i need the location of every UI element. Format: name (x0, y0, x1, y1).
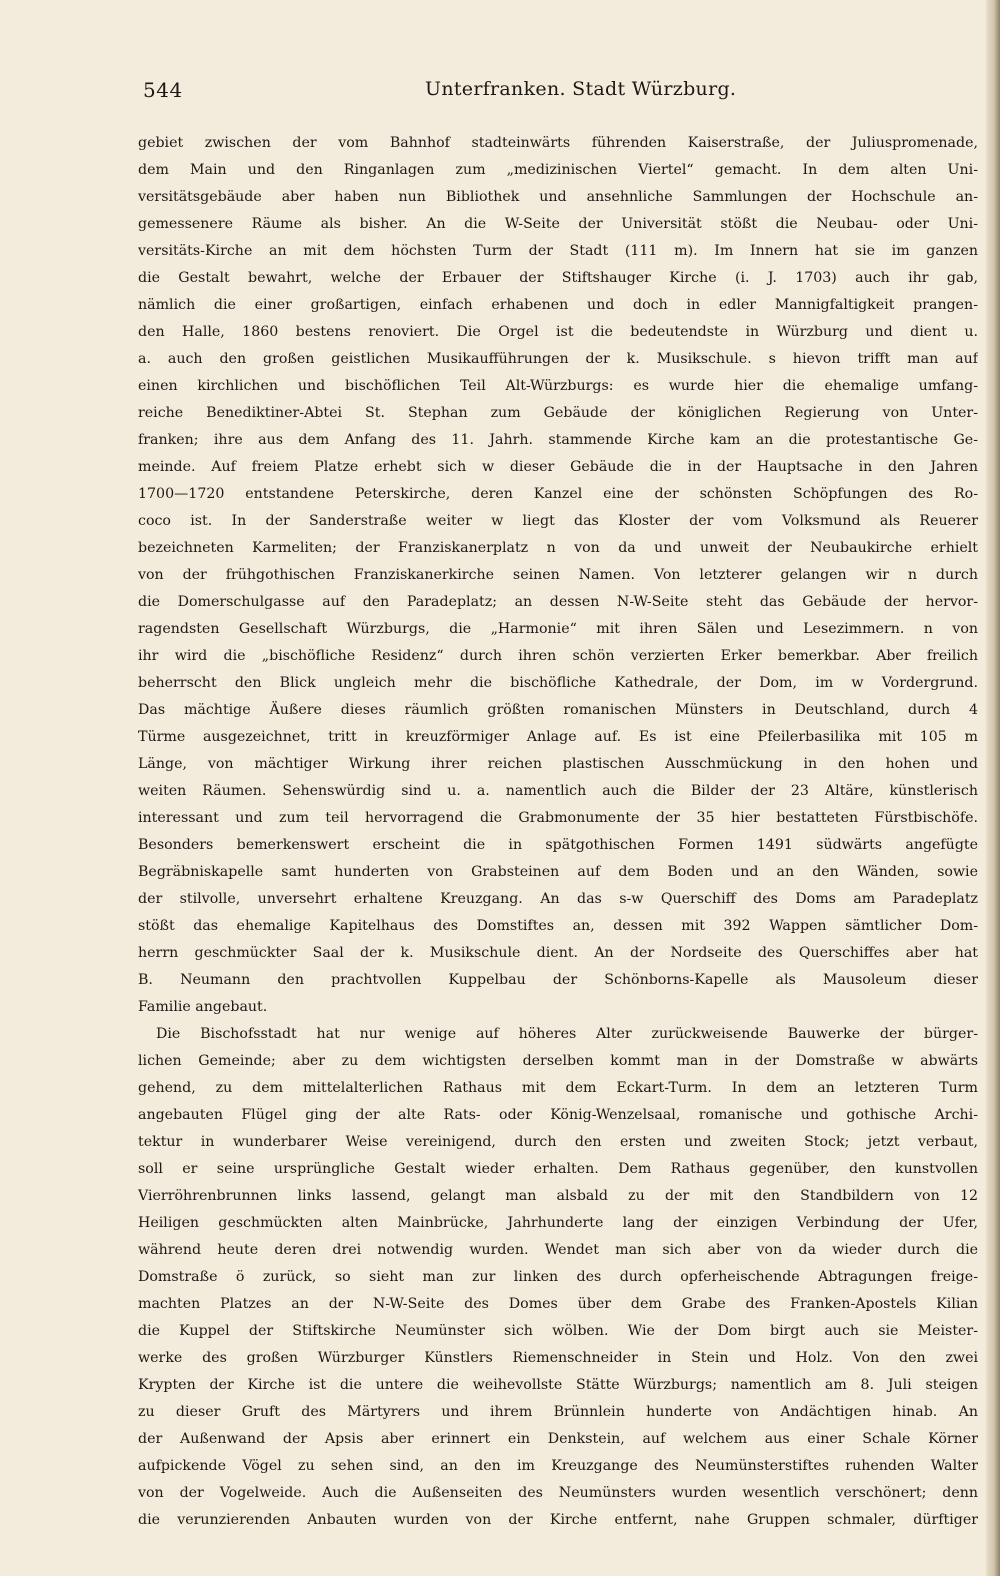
text-line: gebiet zwischen der vom Bahnhof stadteinwärts führenden Kaiserstraße, der Juliuspromenade, (138, 135, 978, 151)
text-line: 1700—1720 entstandene Peterskirche, deren Kanzel eine der schönsten Schöpfungen des Ro- (138, 486, 978, 502)
text-line: Die Bischofsstadt hat nur wenige auf höheres Alter zurückweisende Bauwerke der bürger- (156, 1026, 978, 1042)
text-line: die verunzierenden Anbauten wurden von der Kirche entfernt, nahe Gruppen schmaler, dürftiger (138, 1512, 978, 1528)
text-line: Besonders bemerkenswert erscheint die in spätgothischen Formen 1491 südwärts angefügte (138, 837, 978, 853)
text-line: B. Neumann den prachtvollen Kuppelbau der Schönborns-Kapelle als Mausoleum dieser (138, 972, 978, 988)
text-line: nämlich die einer großartigen, einfach erhabenen und doch in edler Mannigfaltigkeit prangen- (138, 297, 978, 313)
text-line: der Außenwand der Apsis aber erinnert ein Denkstein, auf welchem aus einer Schale Körner (138, 1431, 978, 1447)
text-line: während heute deren drei notwendig wurden. Wendet man sich aber von da wieder durch die (138, 1242, 978, 1258)
running-title: Unterfranken. Stadt Würzburg. (425, 78, 737, 100)
text-line: angebauten Flügel ging der alte Rats- oder König-Wenzelsaal, romanische und gothische Archi- (138, 1107, 978, 1123)
text-line: interessant und zum teil hervorragend die Grabmonumente der 35 hier bestatteten Fürstbischöfe. (138, 810, 978, 826)
text-line (138, 1534, 978, 1561)
text-line: tektur in wunderbarer Weise vereinigend, durch den ersten und zweiten Stock; jetzt verbaut, (138, 1134, 978, 1150)
text-line: von der Vogelweide. Auch die Außenseiten des Neumünsters wurden wesentlich verschönert; denn (138, 1485, 978, 1501)
text-line: einen kirchlichen und bischöflichen Teil Alt-Würzburgs: es wurde hier die ehemalige umfang- (138, 378, 978, 394)
text-line: bezeichneten Karmeliten; der Franziskanerplatz n von da und unweit der Neubaukirche erhielt (138, 540, 978, 556)
page-edge-shadow (986, 0, 1000, 1576)
text-line: versitätsgebäude aber haben nun Bibliothek und ansehnliche Sammlungen der Hochschule an- (138, 189, 978, 205)
text-line: stößt das ehemalige Kapitelhaus des Domstiftes an, dessen mit 392 Wappen sämtlicher Dom- (138, 918, 978, 934)
text-line: soll er seine ursprüngliche Gestalt wieder erhalten. Dem Rathaus gegenüber, den kunstvollen (138, 1161, 978, 1177)
text-line: Türme ausgezeichnet, tritt in kreuzförmiger Anlage auf. Es ist eine Pfeilerbasilika mit 105 m (138, 729, 978, 745)
text-line: Domstraße ö zurück, so sieht man zur linken des durch opferheischende Abtragungen freige- (138, 1269, 978, 1285)
text-line: Familie angebaut. (138, 999, 268, 1015)
text-line: coco ist. In der Sanderstraße weiter w liegt das Kloster der vom Volksmund als Reuerer (138, 513, 978, 529)
text-line: beherrscht den Blick ungleich mehr die bischöfliche Kathedrale, der Dom, im w Vordergrund. (138, 675, 978, 691)
text-line: a. auch den großen geistlichen Musikaufführungen der k. Musikschule. s hievon trifft man auf (138, 351, 978, 367)
text-line: die Domerschulgasse auf den Paradeplatz; an dessen N-W-Seite steht das Gebäude der hervor- (138, 594, 978, 610)
text-line: herrn geschmückter Saal der k. Musikschule dient. An der Nordseite des Querschiffes aber hat (138, 945, 978, 961)
text-line: versitäts-Kirche an mit dem höchsten Turm der Stadt (111 m). Im Innern hat sie im ganzen (138, 243, 978, 259)
text-line: dem Main und den Ringanlagen zum „medizinischen Viertel“ gemacht. In dem alten Uni- (138, 162, 978, 178)
text-line: franken; ihre aus dem Anfang des 11. Jahrh. stammende Kirche kam an die protestantische Ge- (138, 432, 978, 448)
text-line: ihr wird die „bischöfliche Residenz“ durch ihren schön verzierten Erker bemerkbar. Aber freilich (138, 648, 978, 664)
text-line: der stilvolle, unversehrt erhaltene Kreuzgang. An das s-w Querschiff des Doms am Paradeplatz (138, 891, 978, 907)
text-line: von der frühgothischen Franziskanerkirche seinen Namen. Von letzterer gelangen wir n durch (138, 567, 978, 583)
text-line: meinde. Auf freiem Platze erhebt sich w dieser Gebäude die in der Hauptsache in den Jahren (138, 459, 978, 475)
page-header (133, 78, 978, 108)
page-number: 544 (143, 78, 183, 102)
text-line: ragendsten Gesellschaft Würzburgs, die „Harmonie“ mit ihren Sälen und Lesezimmern. n von (138, 621, 978, 637)
text-line: gehend, zu dem mittelalterlichen Rathaus mit dem Eckart-Turm. In dem an letzteren Turm (138, 1080, 978, 1096)
text-line: den Halle, 1860 bestens renoviert. Die Orgel ist die bedeutendste in Würzburg und dient u. (138, 324, 978, 340)
text-line: Krypten der Kirche ist die untere die weihevollste Stätte Würzburgs; namentlich am 8. Juli steigen (138, 1377, 978, 1393)
text-line: werke des großen Würzburger Künstlers Riemenschneider in Stein und Holz. Von den zwei (138, 1350, 978, 1366)
text-line: weiten Räumen. Sehenswürdig sind u. a. namentlich auch die Bilder der 23 Altäre, künstlerisch (138, 783, 978, 799)
body-text (138, 130, 978, 1561)
text-line: Heiligen geschmückten alten Mainbrücke, Jahrhunderte lang der einzigen Verbindung der Ufer, (138, 1215, 978, 1231)
text-line: Begräbniskapelle samt hunderten von Grabsteinen auf dem Boden und an den Wänden, sowie (138, 864, 978, 880)
text-line: lichen Gemeinde; aber zu dem wichtigsten derselben kommt man in der Domstraße w abwärts (138, 1053, 978, 1069)
text-line: gemessenere Räume als bisher. An die W-Seite der Universität stößt die Neubau- oder Uni- (138, 216, 978, 232)
text-line: Länge, von mächtiger Wirkung ihrer reichen plastischen Ausschmückung in den hohen und (138, 756, 978, 772)
text-line: die Gestalt bewahrt, welche der Erbauer der Stiftshauger Kirche (i. J. 1703) auch ihr gab, (138, 270, 978, 286)
text-line: zu dieser Gruft des Märtyrers und ihrem Brünnlein hunderte von Andächtigen hinab. An (138, 1404, 978, 1420)
text-line: aufpickende Vögel zu sehen sind, an den im Kreuzgange des Neumünsterstiftes ruhenden Walter (138, 1458, 978, 1474)
text-line: Vierröhrenbrunnen links lassend, gelangt man alsbald zu der mit den Standbildern von 12 (138, 1188, 978, 1204)
text-line: reiche Benediktiner-Abtei St. Stephan zum Gebäude der königlichen Regierung von Unter- (138, 405, 978, 421)
text-line: Das mächtige Äußere dieses räumlich größten romanischen Münsters in Deutschland, durch 4 (138, 702, 978, 718)
text-line: machten Platzes an der N-W-Seite des Domes über dem Grabe des Franken-Apostels Kilian (138, 1296, 978, 1312)
text-line: die Kuppel der Stiftskirche Neumünster sich wölben. Wie der Dom birgt auch sie Meister- (138, 1323, 978, 1339)
